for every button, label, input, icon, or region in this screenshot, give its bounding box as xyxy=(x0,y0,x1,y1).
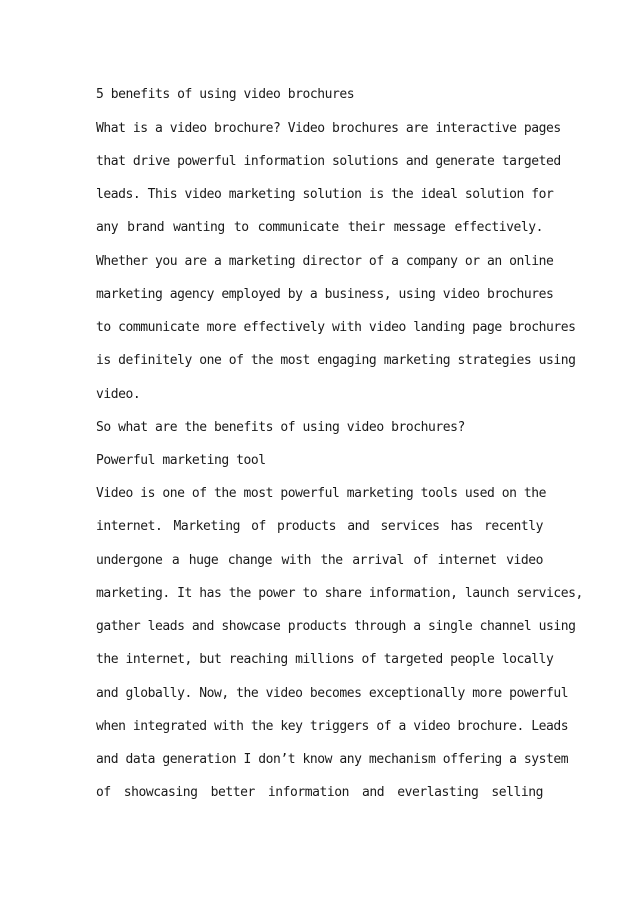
paragraph-line: when integrated with the key triggers of a video brochure. Leads xyxy=(96,719,569,734)
paragraph-line: gather leads and showcase products through a single channel using xyxy=(96,619,576,634)
paragraph-line: is definitely one of the most engaging marketing strategies using xyxy=(96,353,576,368)
paragraph-line: Video is one of the most powerful marketing tools used on the xyxy=(96,486,546,501)
paragraph-line: that drive powerful information solutions and generate targeted xyxy=(96,154,561,169)
paragraph-line: What is a video brochure? Video brochures are interactive pages xyxy=(96,121,561,136)
paragraph-line: and data generation I don’t know any mechanism offering a system xyxy=(96,752,569,767)
paragraph-line: leads. This video marketing solution is the ideal solution for xyxy=(96,187,554,202)
paragraph-line: any brand wanting to communicate their message effectively. xyxy=(96,220,543,235)
document-title: 5 benefits of using video brochures xyxy=(96,87,355,102)
paragraph-line: video. xyxy=(96,387,141,402)
paragraph-line: to communicate more effectively with video landing page brochures xyxy=(96,320,576,335)
paragraph-line: marketing. It has the power to share information, launch services, xyxy=(96,586,583,601)
paragraph-line: and globally. Now, the video becomes exceptionally more powerful xyxy=(96,686,569,701)
paragraph-line: of showcasing better information and everlasting selling xyxy=(96,785,543,800)
paragraph-line: internet. Marketing of products and services has recently xyxy=(96,519,543,534)
paragraph-line: the internet, but reaching millions of targeted people locally xyxy=(96,652,554,667)
paragraph-line: Whether you are a marketing director of a company or an online xyxy=(96,254,554,269)
question-heading: So what are the benefits of using video brochures? xyxy=(96,420,465,435)
paragraph-line: marketing agency employed by a business, using video brochures xyxy=(96,287,554,302)
paragraph-line: undergone a huge change with the arrival of internet video xyxy=(96,553,543,568)
section-heading: Powerful marketing tool xyxy=(96,453,266,468)
